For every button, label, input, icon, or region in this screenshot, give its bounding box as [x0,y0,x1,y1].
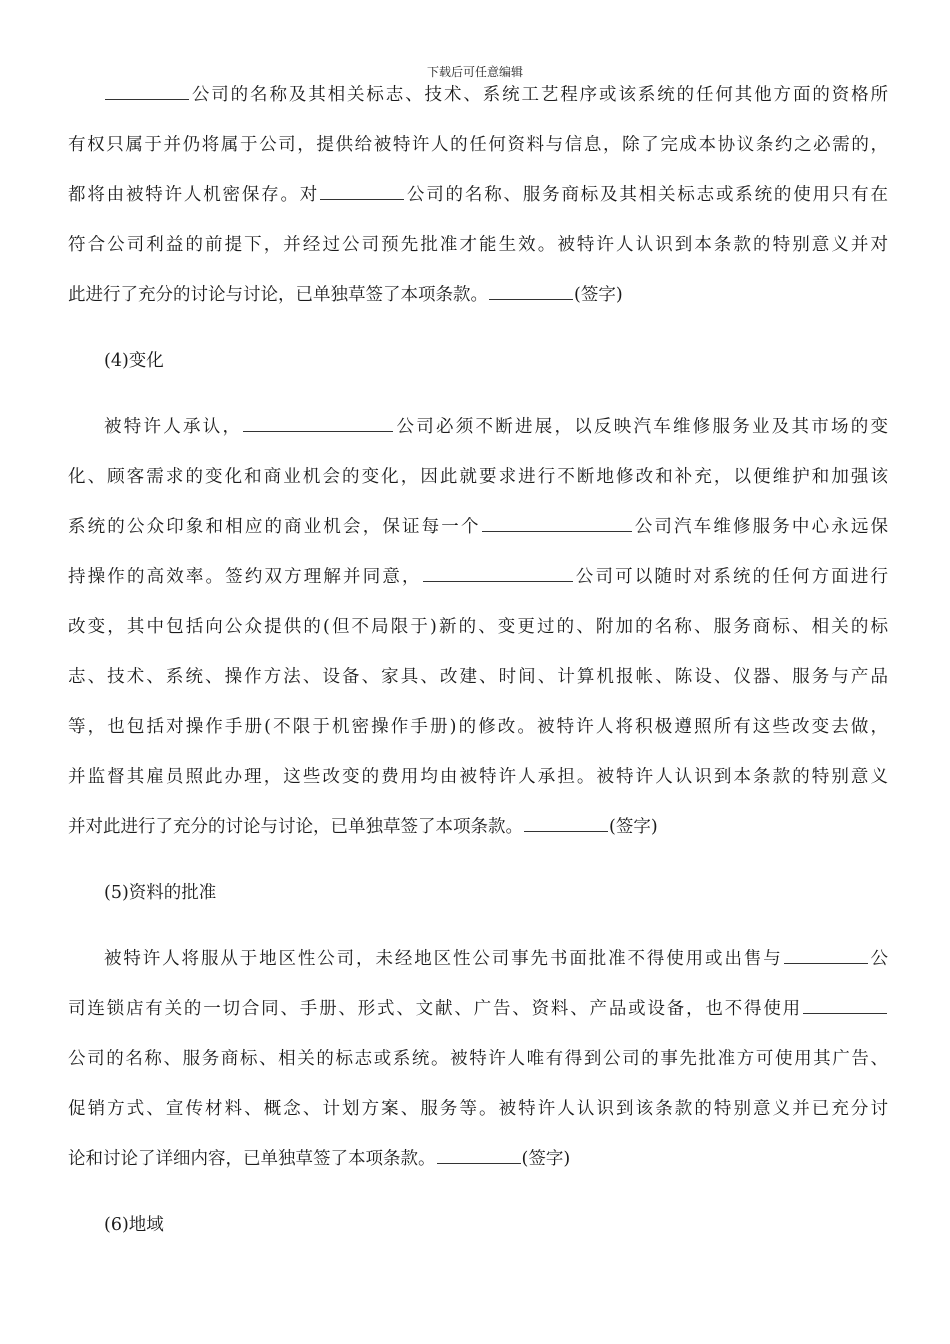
paragraph-line: 公司的名称、服务商标、相关的标志或系统。被特许人唯有得到公司的事先批准方可使用其广告、 [68,1049,888,1069]
signature-blank [489,285,573,300]
line-text: 系统的公众印象和相应的商业机会，保证每一个 [68,517,481,537]
paragraph-line [68,414,888,440]
paragraph-line: 化、顾客需求的变化和商业机会的变化，因此就要求进行不断地修改和补充，以便维护和加强该 [68,467,888,487]
paragraph-line [68,282,888,308]
line-text: 公 [868,949,888,969]
fill-blank [482,517,632,532]
paragraph-line [68,946,888,972]
paragraph-line [68,1146,888,1172]
line-text: 被特许人承认， [104,417,243,437]
section-heading: (5)资料的批准 [104,883,217,903]
signature-label: (签字) [521,1149,571,1169]
paragraph-line [68,996,888,1022]
line-text: 被特许人将服从于地区性公司，未经地区性公司事先书面批准不得使用或出售与 [104,949,783,969]
fill-blank [243,417,393,432]
paragraph-line: 并监督其雇员照此办理，这些改变的费用均由被特许人承担。被特许人认识到本条款的特别意义 [68,767,888,787]
paragraph-line [68,564,888,590]
fill-blank [803,999,887,1014]
paragraph-line: 改变，其中包括向公众提供的(但不局限于)新的、变更过的、附加的名称、服务商标、相关的标 [68,617,888,637]
paragraph-line [68,814,888,840]
paragraph-line: 促销方式、宣传材料、概念、计划方案、服务等。被特许人认识到该条款的特别意义并已充分讨 [68,1099,888,1119]
line-text: 公司必须不断进展，以反映汽车维修服务业及其市场的变 [394,417,888,437]
paragraph-line: 有权只属于并仍将属于公司，提供给被特许人的任何资料与信息，除了完成本协议条约之必需的， [68,135,888,155]
line-text: 此进行了充分的讨论与讨论，已单独草签了本项条款。 [68,285,488,305]
fill-blank [423,567,573,582]
page-header-note: 下载后可任意编辑 [426,65,523,79]
signature-label: (签字) [609,817,658,837]
line-text: 公司的名称、服务商标及其相关标志或系统的使用只有在 [405,185,889,205]
paragraph-line: 等，也包括对操作手册(不限于机密操作手册)的修改。被特许人将积极遵照所有这些改变去做， [68,717,888,737]
fill-blank [784,949,868,964]
line-text: 都将由被特许人机密保存。对 [68,185,320,205]
section-heading: (6)地域 [104,1215,164,1235]
line-text: 论和讨论了详细内容，已单独草签了本项条款。 [68,1149,436,1169]
signature-blank [320,185,404,200]
paragraph-line [68,514,888,540]
line-text: 司连锁店有关的一切合同、手册、形式、文献、广告、资料、产品或设备，也不得使用 [68,999,802,1019]
signature-label: (签字) [574,285,623,305]
signature-blank [105,85,189,100]
line-text: 公司可以随时对系统的任何方面进行 [573,567,889,587]
paragraph-line [68,82,888,108]
paragraph-line [68,182,888,208]
paragraph-line: 志、技术、系统、操作方法、设备、家具、改建、时间、计算机报帐、陈设、仪器、服务与产品 [68,667,888,687]
section-heading: (4)变化 [104,351,164,371]
line-text: 公司的名称及其相关标志、技术、系统工艺程序或该系统的任何其他方面的资格所 [190,85,888,105]
signature-blank [437,1149,521,1164]
paragraph-line: 符合公司利益的前提下，并经过公司预先批准才能生效。被特许人认识到本条款的特别意义并对 [68,235,888,255]
line-text: 公司汽车维修服务中心永远保 [632,517,889,537]
line-text: 并对此进行了充分的讨论与讨论，已单独草签了本项条款。 [68,817,523,837]
line-text: 持操作的高效率。签约双方理解并同意， [68,567,422,587]
signature-blank [524,817,608,832]
